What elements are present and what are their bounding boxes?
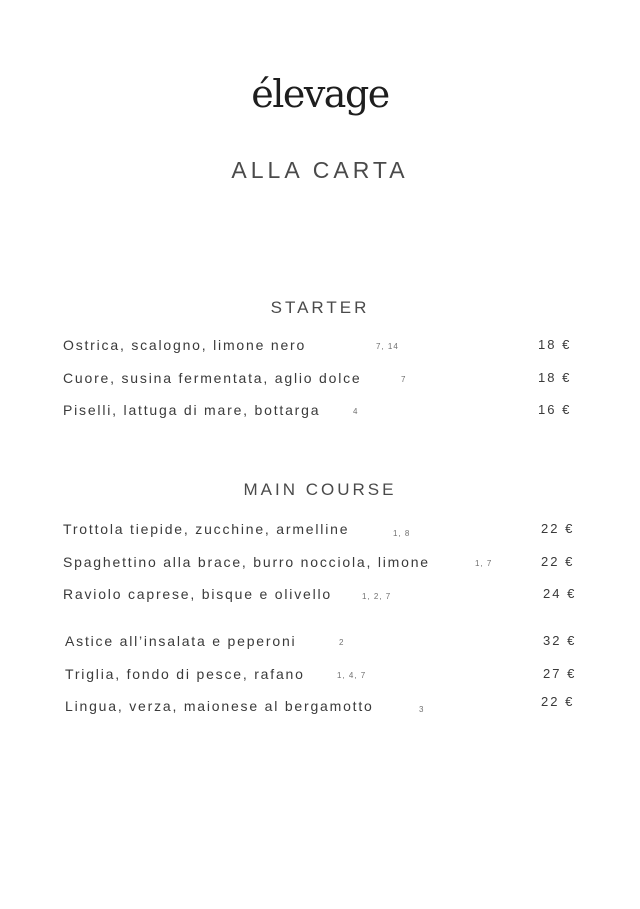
section-heading-main-course: MAIN COURSE bbox=[243, 480, 397, 499]
dish-name: Astice all’insalata e peperoni bbox=[65, 633, 297, 649]
menu-item bbox=[0, 519, 640, 539]
dish-allergens: 1, 4, 7 bbox=[337, 671, 367, 680]
brand-logo: élevage bbox=[251, 72, 389, 116]
dish-name: Lingua, verza, maionese al bergamotto bbox=[65, 698, 374, 714]
dish-name: Triglia, fondo di pesce, rafano bbox=[65, 666, 305, 682]
dish-price: 24 € bbox=[543, 586, 577, 601]
menu-item bbox=[0, 696, 640, 716]
dish-name: Spaghettino alla brace, burro nocciola, limone bbox=[63, 554, 430, 570]
dish-allergens: 3 bbox=[419, 705, 425, 714]
dish-price: 18 € bbox=[538, 337, 572, 352]
dish-allergens: 7 bbox=[401, 375, 407, 384]
dish-price: 32 € bbox=[543, 633, 577, 648]
dish-price: 22 € bbox=[541, 554, 575, 569]
menu-item bbox=[0, 584, 640, 604]
menu-item bbox=[0, 400, 640, 420]
dish-name: Raviolo caprese, bisque e olivello bbox=[63, 586, 332, 602]
dish-allergens: 1, 2, 7 bbox=[362, 592, 392, 601]
dish-price: 18 € bbox=[538, 370, 572, 385]
menu-item bbox=[0, 631, 640, 651]
dish-name: Ostrica, scalogno, limone nero bbox=[63, 337, 307, 353]
menu-item bbox=[0, 335, 640, 355]
dish-price: 22 € bbox=[541, 521, 575, 536]
dish-allergens: 4 bbox=[353, 407, 359, 416]
dish-price: 16 € bbox=[538, 402, 572, 417]
dish-allergens: 7, 14 bbox=[376, 342, 399, 351]
dish-allergens: 2 bbox=[339, 638, 345, 647]
dish-allergens: 1, 7 bbox=[475, 559, 493, 568]
dish-name: Piselli, lattuga di mare, bottarga bbox=[63, 402, 321, 418]
menu-item bbox=[0, 552, 640, 572]
dish-price: 27 € bbox=[543, 666, 577, 681]
section-heading-starter: STARTER bbox=[270, 298, 370, 317]
menu-title: ALLA CARTA bbox=[231, 157, 409, 183]
dish-name: Cuore, susina fermentata, aglio dolce bbox=[63, 370, 362, 386]
dish-allergens: 1, 8 bbox=[393, 529, 411, 538]
dish-name: Trottola tiepide, zucchine, armelline bbox=[63, 521, 350, 537]
menu-item bbox=[0, 368, 640, 388]
dish-price: 22 € bbox=[541, 694, 575, 709]
menu-item bbox=[0, 664, 640, 684]
